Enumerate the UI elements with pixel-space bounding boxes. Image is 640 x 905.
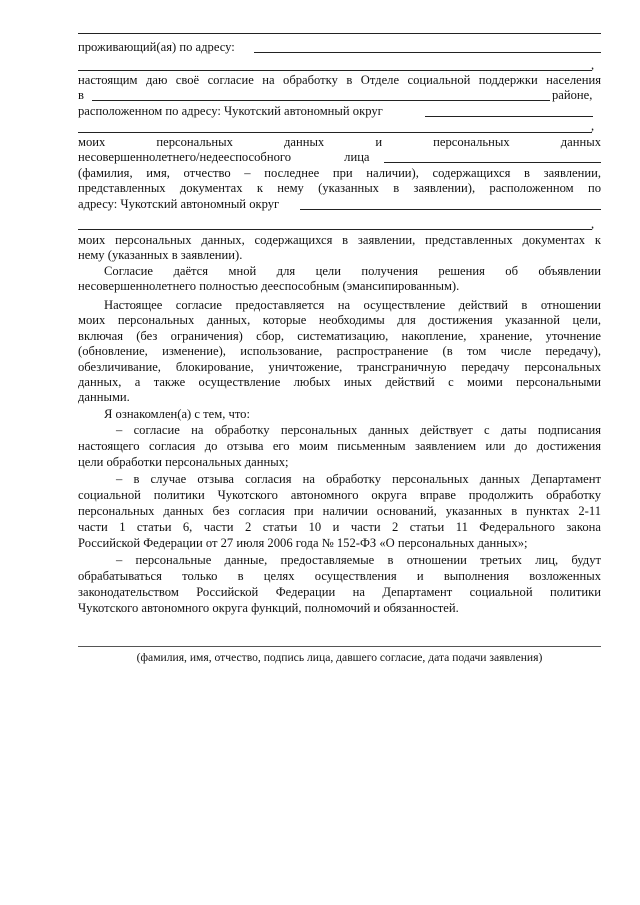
minor-address-label: адресу: Чукотский автономный округ [78,197,280,211]
documents-line: представленных документах к нему (указанных в заявлении), расположенном по [78,181,601,195]
actions-line-4: (обновление, изменение), использование, распространение (в том числе передачу), [78,344,601,358]
region-suffix: районе, [552,88,593,102]
my-data-line-2: нему (указанных в заявлении). [78,248,243,262]
my-data-line-1: моих персональных данных, содержащихся в заявлении, представленных документах к [78,233,601,247]
bullet-2-line-3: персональных данных без согласия при наличии оснований, указанных в пунктах 2-11 [78,504,601,518]
prefix-v: в [78,88,84,102]
minor-name-field[interactable] [384,162,601,163]
bullet-1-line-3: цели обработки персональных данных; [78,455,289,469]
signature-line[interactable] [78,646,601,647]
resident-address-row [78,40,601,55]
resident-address-field[interactable] [254,52,601,53]
bullet-1-line-1: – согласие на обработку персональных данных действует с даты подписания [116,423,601,437]
department-name-field[interactable] [92,100,550,101]
minor-address-continuation[interactable] [78,229,592,230]
comma-3: , [591,217,595,231]
top-blank-line[interactable] [78,33,601,34]
word-1: моих [78,135,106,149]
minor-label-row [78,150,384,165]
department-address-label: расположенном по адресу: Чукотский автономный округ [78,104,383,118]
bullet-3-line-1: – персональные данные, предоставляемые в отношении третьих лиц, будут [116,553,601,567]
bullet-1-line-2: настоящего согласия до отзыва его моим письменным заявлением или до достижения [78,439,601,453]
minor-address-field[interactable] [300,209,601,210]
fio-note-line: (фамилия, имя, отчество – последнее при наличии), содержащихся в заявлении, [78,166,601,180]
mine-data-row [78,135,601,150]
department-address-field[interactable] [425,116,593,117]
bullet-2-line-4: части 1 статьи 6, части 2 статьи 10 и части 2 статьи 11 Федерального закона [78,520,601,534]
comma-1: , [591,58,595,72]
purpose-line-1: Согласие даётся мной для цели получения решения об объявлении [104,264,601,278]
signature-caption: (фамилия, имя, отчество, подпись лица, давшего согласие, дата подачи заявления) [136,651,543,664]
comma-2: , [591,119,595,133]
bullet-3-line-4: Чукотского автономного округа функций, полномочий и обязанностей. [78,601,459,615]
bullet-2-line-5: Российской Федерации от 27 июля 2006 года № 152-ФЗ «О персональных данных»; [78,536,528,550]
bullet-3-line-3: законодательством Российской Федерации на Департамент социальной политики [78,585,601,599]
bullet-3-line-2: обрабатываться только в целях осуществления и выполнения возложенных [78,569,601,583]
word-2: персональных [156,135,233,149]
bullet-2-line-2: социальной политики Чукотского автономного округа вправе продолжить обработку [78,488,601,502]
aware-heading: Я ознакомлен(а) с тем, что: [104,407,250,421]
resident-address-label: проживающий(ая) по адресу: [78,40,235,54]
word-3: данных [283,135,325,149]
bullet-2-line-1: – в случае отзыва согласия на обработку персональных данных Департамент [116,472,601,486]
minor-label: несовершеннолетнего/недееспособного лица [78,150,370,164]
actions-line-7: данными. [78,390,130,404]
consent-intro-line: настоящим даю своё согласие на обработку в Отделе социальной поддержки населения [78,73,601,87]
purpose-line-2: несовершеннолетнего полностью дееспособным (эмансипированным). [78,279,460,293]
word-4: и [375,135,383,149]
actions-line-2: моих персональных данных, которые необходимы для достижения указанной цели, [78,313,601,327]
actions-line-1: Настоящее согласие предоставляется на осуществление действий в отношении [104,298,601,312]
actions-line-3: включая (без ограничения) сбор, систематизацию, накопление, хранение, уточнение [78,329,601,343]
actions-line-5: обезличивание, блокирование, уничтожение, трансграничную передачу персональных [78,360,601,374]
word-6: данных [560,135,601,149]
actions-line-6: данных, а также осуществление любых иных действий с моими персональными [78,375,601,389]
department-address-continuation[interactable] [78,132,592,133]
word-5: персональных [433,135,510,149]
address-continuation-field[interactable] [78,70,592,71]
